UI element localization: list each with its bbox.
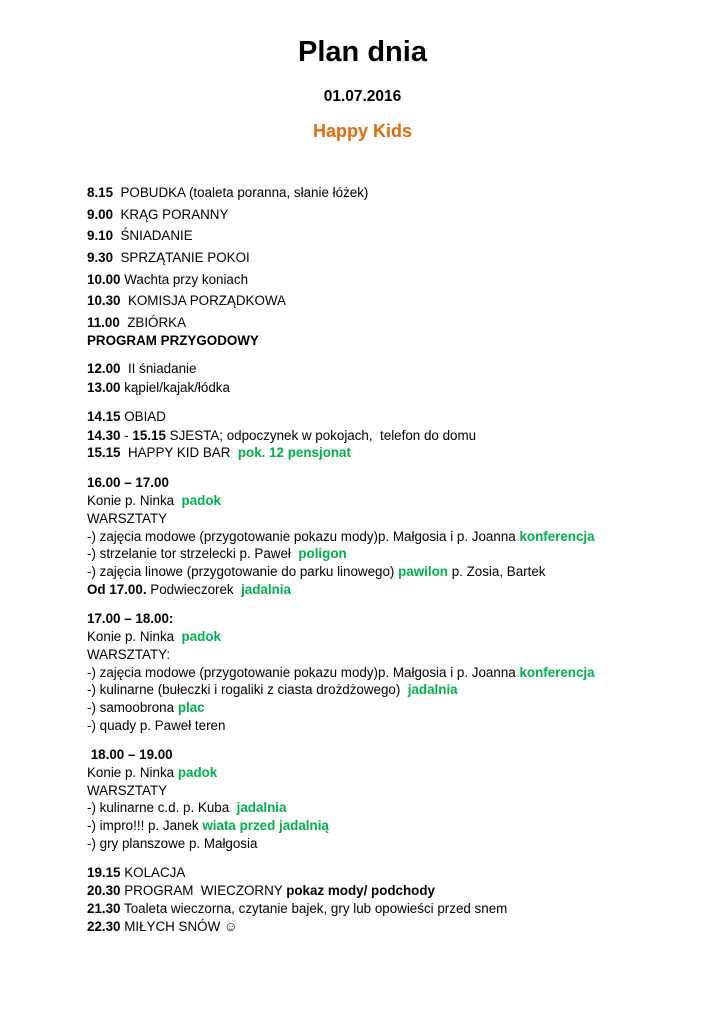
schedule-line [87, 564, 545, 580]
location-label: jadalnia [236, 800, 287, 815]
schedule-line [87, 765, 217, 781]
time-label: Od 17.00. [87, 582, 147, 597]
activity-text: Konie p. Ninka [87, 629, 182, 644]
time-label: PROGRAM PRZYGODOWY [87, 333, 259, 348]
activity-text: Konie p. Ninka [87, 765, 178, 780]
activity-text: Toaleta wieczorna, czytanie bajek, gry lub opowieści przed snem [120, 901, 508, 916]
activity-text: -) samoobrona [87, 700, 178, 715]
time-label: 13.00 [87, 380, 121, 395]
schedule-line [87, 901, 507, 917]
location-label: padok [181, 629, 221, 644]
activity-text: ŚNIADANIE [113, 228, 193, 243]
location-label: padok [177, 765, 218, 780]
schedule-line [87, 883, 435, 899]
activity-text: - [120, 428, 133, 443]
schedule-line [87, 475, 169, 491]
schedule-line [87, 493, 221, 509]
activity-text: OBIAD [120, 409, 166, 424]
activity-text: WARSZTATY [87, 783, 168, 798]
schedule-line [87, 700, 205, 716]
time-label: 17.00 – 18.00: [87, 611, 174, 626]
schedule-line [87, 865, 185, 881]
location-label: jadalnia [241, 582, 291, 597]
time-label: 21.30 [87, 901, 121, 916]
schedule-line [87, 611, 173, 627]
location-label: padok [181, 493, 221, 508]
time-label: pokaz mody/ podchody [286, 883, 435, 898]
location-label: pawilon [398, 564, 448, 579]
location-label: konferencja [519, 665, 595, 680]
time-label: 16.00 – 17.00 [87, 475, 169, 490]
schedule-line [87, 293, 286, 309]
schedule-line [87, 380, 230, 396]
location-label: jadalnia [407, 682, 458, 697]
schedule-line [87, 333, 259, 349]
activity-text: -) kulinarne (bułeczki i rogaliki z ciasta drożdżowego) [87, 682, 408, 697]
schedule-line [87, 511, 167, 527]
activity-text: Konie p. Ninka [87, 493, 182, 508]
time-label: 14.30 [87, 428, 121, 443]
schedule-line [87, 272, 248, 288]
activity-text: -) strzelanie tor strzelecki p. Paweł [87, 546, 299, 561]
schedule-line [87, 228, 193, 244]
activity-text: SPRZĄTANIE POKOI [113, 250, 250, 265]
time-label: 15.15 [87, 445, 121, 460]
location-label: wiata przed jadalnią [202, 818, 329, 833]
schedule-line [87, 250, 250, 266]
activity-text: KOLACJA [120, 865, 186, 880]
activity-text: kąpiel/kajak/łódka [120, 380, 230, 395]
time-label: 18.00 – 19.00 [87, 747, 173, 762]
schedule-line [87, 783, 167, 799]
schedule-line [87, 747, 173, 763]
activity-text: MIŁYCH SNÓW ☺ [120, 919, 238, 934]
time-label: 9.10 [87, 228, 114, 243]
page-title: Plan dnia [298, 36, 427, 68]
time-label: 15.15 [132, 428, 166, 443]
time-label: 12.00 [87, 361, 121, 376]
time-label: 19.15 [87, 865, 121, 880]
schedule-line [87, 315, 186, 331]
activity-text: -) zajęcia modowe (przygotowanie pokazu mody)p. Małgosia i p. Joanna [87, 529, 520, 544]
organization-heading: Happy Kids [312, 121, 413, 141]
time-label: 9.30 [87, 250, 114, 265]
schedule-line [87, 800, 286, 816]
location-label: pok. 12 pensjonat [237, 445, 351, 460]
schedule-line [87, 818, 329, 834]
location-label: plac [177, 700, 205, 715]
activity-text: HAPPY KID BAR [120, 445, 238, 460]
time-label: 14.15 [87, 409, 121, 424]
activity-text: -) impro!!! p. Janek [87, 818, 203, 833]
activity-text: WARSZTATY: [87, 647, 171, 662]
activity-text: Podwieczorek [146, 582, 242, 597]
schedule-line [87, 665, 595, 681]
activity-text: PROGRAM WIECZORNY [120, 883, 287, 898]
schedule-line [87, 207, 228, 223]
time-label: 8.15 [87, 185, 114, 200]
time-label: 9.00 [87, 207, 114, 222]
location-label: konferencja [519, 529, 595, 544]
time-label: 22.30 [87, 919, 121, 934]
activity-text: -) kulinarne c.d. p. Kuba [87, 800, 237, 815]
activity-text: -) zajęcia linowe (przygotowanie do parku linowego) [87, 564, 399, 579]
time-label: 10.30 [87, 293, 121, 308]
activity-text: -) quady p. Paweł teren [87, 718, 226, 733]
activity-text: ZBIÓRKA [119, 315, 187, 330]
schedule-line [87, 361, 196, 377]
schedule-line [87, 919, 238, 935]
activity-text: POBUDKA (toaleta poranna, słanie łóżek) [113, 185, 369, 200]
schedule-line [87, 629, 221, 645]
schedule-line [87, 647, 170, 663]
time-label: 20.30 [87, 883, 121, 898]
activity-text: KRĄG PORANNY [113, 207, 229, 222]
location-label: poligon [298, 546, 347, 561]
schedule-line [87, 445, 351, 461]
schedule-line [87, 529, 595, 545]
activity-text: SJESTA; odpoczynek w pokojach, telefon do domu [165, 428, 477, 443]
activity-text: -) zajęcia modowe (przygotowanie pokazu mody)p. Małgosia i p. Joanna [87, 665, 520, 680]
schedule-line [87, 409, 166, 425]
activity-text: II śniadanie [120, 361, 197, 376]
schedule-line [87, 718, 225, 734]
schedule-line [87, 836, 257, 852]
schedule-line [87, 185, 368, 201]
activity-text: -) gry planszowe p. Małgosia [87, 836, 258, 851]
schedule-line [87, 582, 291, 598]
date-heading: 01.07.2016 [323, 88, 402, 105]
schedule-line [87, 428, 476, 444]
activity-text: Wachta przy koniach [120, 272, 249, 287]
time-label: 10.00 [87, 272, 121, 287]
activity-text: KOMISJA PORZĄDKOWA [120, 293, 286, 308]
schedule-line [87, 546, 347, 562]
activity-text: WARSZTATY [87, 511, 168, 526]
activity-text: p. Zosia, Bartek [447, 564, 546, 579]
time-label: 11.00 [87, 315, 120, 330]
schedule-line [87, 682, 458, 698]
